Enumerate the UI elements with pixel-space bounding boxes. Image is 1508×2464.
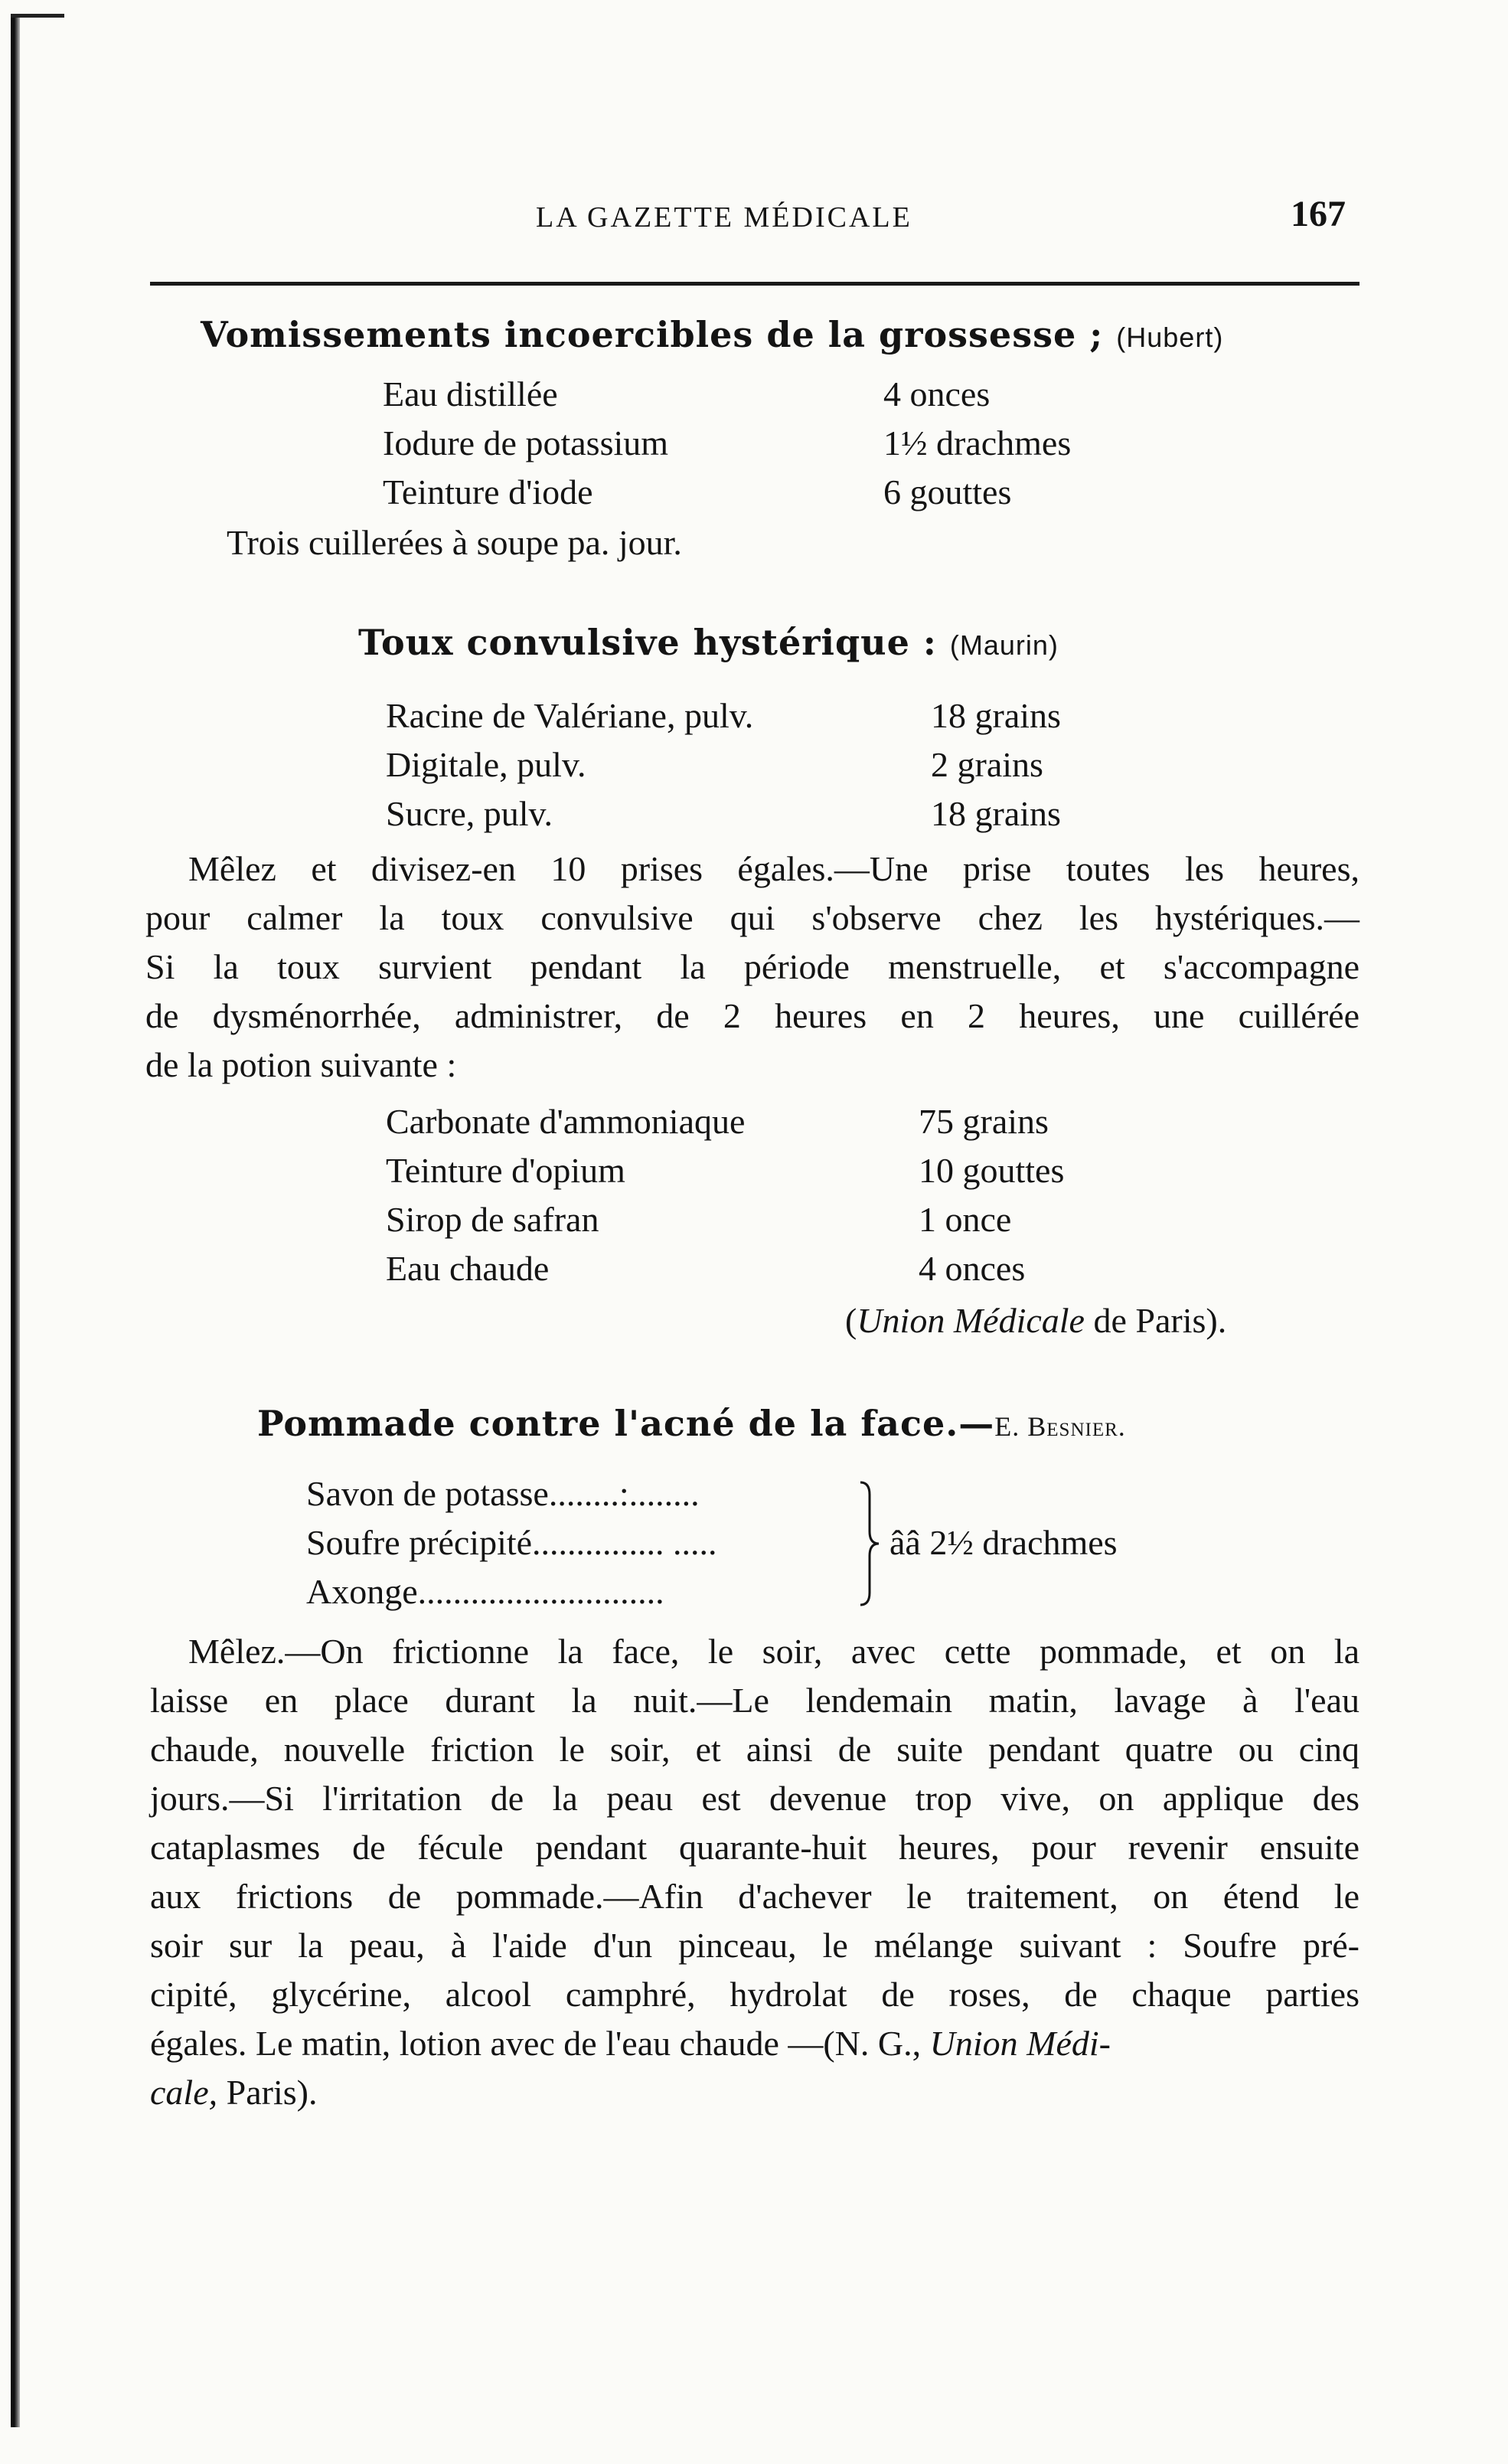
ingredient-name: Axonge: [306, 1572, 418, 1611]
citation-rest: Paris).: [217, 2073, 318, 2112]
paragraph-line: Mêlez.—On frictionne la face, le soir, avec cette pommade, et on la: [188, 1632, 1359, 1671]
paragraph-line: de la potion suivante :: [145, 1045, 457, 1084]
ingredient-line: [306, 1522, 717, 1563]
instruction-text: Trois cuillerées à soupe pa. jour.: [227, 523, 682, 562]
potion-ingredient-qty: 4 onces: [919, 1249, 1026, 1288]
paragraph-line: cipité, glycérine, alcool camphré, hydrolat de roses, de chaque parties: [150, 1975, 1359, 2014]
ingredient-name: Racine de Valériane, pulv.: [386, 696, 754, 735]
citation-journal: Union Médi-: [929, 2024, 1111, 2063]
source-citation: [845, 1300, 1226, 1341]
ingredient-name: Teinture d'iode: [383, 472, 593, 511]
section-title-toux: [358, 622, 1059, 663]
ingredient-qty: 18 grains: [931, 696, 1061, 735]
paragraph-text: égales. Le matin, lotion avec de l'eau chaude —(N. G.,: [150, 2024, 930, 2063]
ingredient-name: Sucre, pulv.: [386, 794, 553, 833]
ingredient-qty: 2 grains: [931, 745, 1043, 784]
section-author: (Maurin): [949, 629, 1059, 661]
ingredient-qty: 18 grains: [931, 794, 1061, 833]
ingredient-qty: 4 onces: [883, 374, 991, 413]
paragraph-line: Si la toux survient pendant la période menstruelle, et s'accompagne: [145, 947, 1359, 986]
ingredient-name: Digitale, pulv.: [386, 745, 586, 784]
potion-ingredient-qty: 10 gouttes: [919, 1151, 1065, 1190]
potion-ingredient-name: Sirop de safran: [386, 1200, 599, 1239]
paragraph-line: [150, 2023, 1111, 2064]
page-number: 167: [1291, 194, 1346, 234]
ingredient-qty: 1½ drachmes: [883, 423, 1072, 462]
leader-dots: ........:........: [548, 1474, 700, 1513]
ingredient-name: Soufre précipité: [306, 1523, 533, 1562]
paragraph-line: Mêlez et divisez-en 10 prises égales.—Une prise toutes les heures,: [188, 849, 1359, 888]
potion-ingredient-qty: 75 grains: [919, 1102, 1049, 1141]
ingredient-name: Savon de potasse: [306, 1474, 549, 1513]
ingredient-name: Eau distillée: [383, 374, 558, 413]
potion-ingredient-name: Eau chaude: [386, 1249, 550, 1288]
section-title-pommade: [257, 1403, 1126, 1444]
citation-rest: de Paris).: [1084, 1301, 1227, 1340]
paragraph-line: chaude, nouvelle friction le soir, et ainsi de suite pendant quatre ou cinq: [150, 1730, 1359, 1769]
section-author: E. Besnier.: [994, 1411, 1126, 1442]
grouping-brace: [857, 1479, 880, 1608]
leader-dots: ............................: [417, 1572, 664, 1611]
ingredient-line: [306, 1571, 664, 1612]
potion-ingredient-name: Teinture d'opium: [386, 1151, 625, 1190]
paragraph-line: de dysménorrhée, administrer, de 2 heures en 2 heures, une cuillérée: [145, 996, 1359, 1035]
ingredient-name: Iodure de potassium: [383, 423, 669, 462]
header-rule: [150, 282, 1359, 286]
paragraph-line: laisse en place durant la nuit.—Le lendemain matin, lavage à l'eau: [150, 1681, 1359, 1720]
potion-ingredient-name: Carbonate d'ammoniaque: [386, 1102, 746, 1141]
citation-paren: (: [845, 1301, 857, 1340]
section-title-text: Vomissements incoercibles de la grossesse ;: [201, 314, 1104, 355]
section-title-text: Toux convulsive hystérique :: [358, 622, 937, 663]
section-title-text: Pommade contre l'acné de la face.—: [257, 1403, 995, 1444]
ingredient-line: [306, 1473, 700, 1514]
section-author: (Hubert): [1116, 322, 1224, 353]
paragraph-line: soir sur la peau, à l'aide d'un pinceau, le mélange suivant : Soufre pré-: [150, 1926, 1359, 1965]
paragraph-line: [150, 2072, 317, 2113]
citation-journal: Union Médicale: [857, 1301, 1085, 1340]
citation-journal: cale,: [150, 2073, 218, 2112]
paragraph-line: jours.—Si l'irritation de la peau est devenue trop vive, on applique des: [150, 1779, 1359, 1818]
paragraph-line: cataplasmes de fécule pendant quarante-huit heures, pour revenir ensuite: [150, 1828, 1359, 1867]
potion-ingredient-qty: 1 once: [919, 1200, 1012, 1239]
running-header-title: LA GAZETTE MÉDICALE: [536, 201, 912, 234]
section-title-vomissements: [201, 314, 1223, 355]
paragraph-line: aux frictions de pommade.—Afin d'achever le traitement, on étend le: [150, 1877, 1359, 1916]
ingredient-qty: 6 gouttes: [883, 472, 1012, 511]
shared-quantity: ââ 2½ drachmes: [889, 1523, 1118, 1562]
leader-dots: ............... .....: [532, 1523, 717, 1562]
paragraph-line: pour calmer la toux convulsive qui s'observe chez les hystériques.—: [145, 898, 1359, 937]
